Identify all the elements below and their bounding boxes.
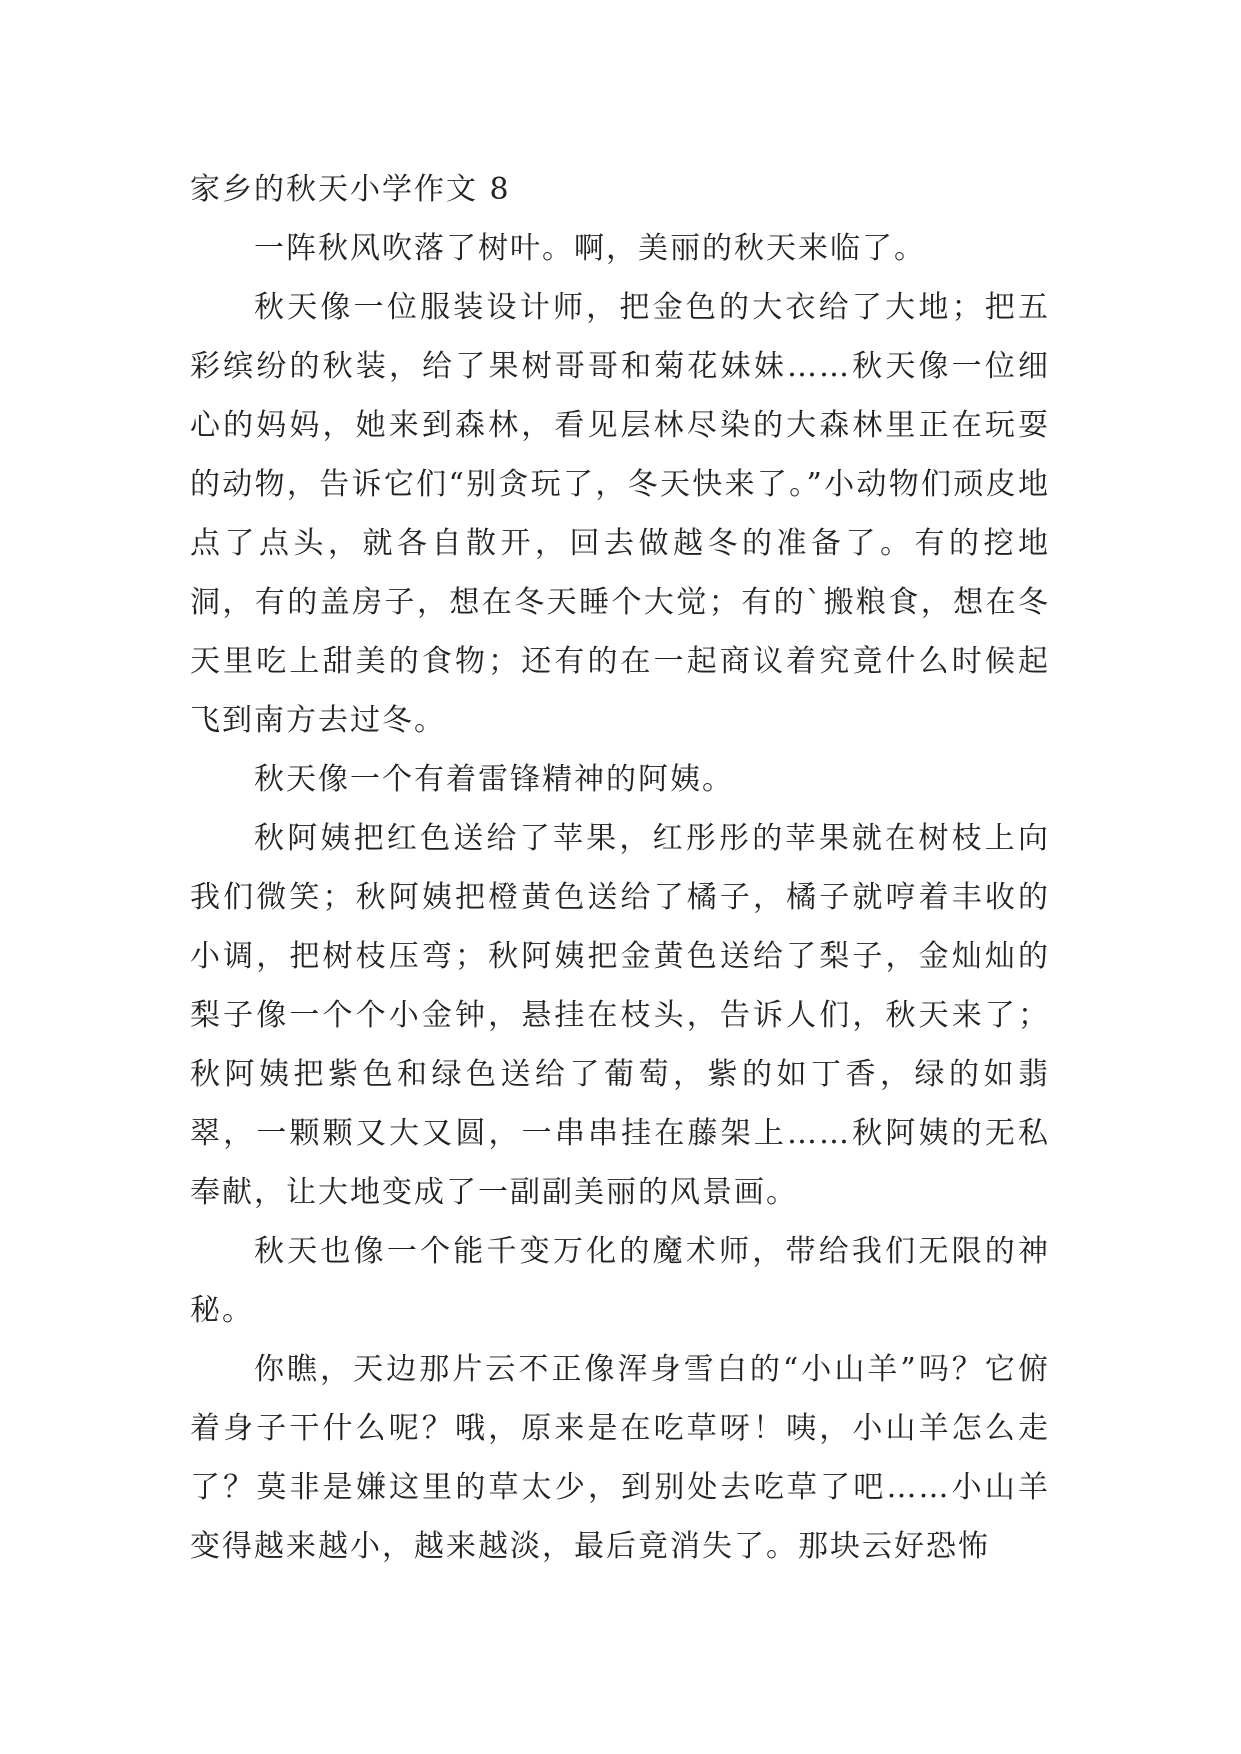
paragraph-2: 秋天像一位服装设计师，把金色的大衣给了大地；把五彩缤纷的秋装，给了果树哥哥和菊花妹妹……秋天像一位细心的妈妈，她来到森林，看见层林尽染的大森林里正在玩耍的动物，告诉它们“别贪玩了，冬天快来了。”小动物们顽皮地点了点头，就各自散开，回去做越冬的准备了。有的挖地洞，有的盖房子，想在冬天睡个大觉；有的`搬粮食，想在冬天里吃上甜美的食物；还有的在一起商议着究竟什么时候起飞到南方去过冬。	[190, 290, 1050, 738]
document-body	[190, 160, 1050, 1576]
paragraph-1: 一阵秋风吹落了树叶。啊，美丽的秋天来临了。	[254, 231, 926, 266]
paragraph-4: 秋阿姨把红色送给了苹果，红彤彤的苹果就在树枝上向我们微笑；秋阿姨把橙黄色送给了橘子，橘子就哼着丰收的小调，把树枝压弯；秋阿姨把金黄色送给了梨子，金灿灿的梨子像一个个小金钟，悬挂在枝头，告诉人们，秋天来了；秋阿姨把紫色和绿色送给了葡萄，紫的如丁香，绿的如翡翠，一颗颗又大又圆，一串串挂在藤架上……秋阿姨的无私奉献，让大地变成了一副副美丽的风景画。	[190, 821, 1050, 1210]
paragraph-5: 秋天也像一个能千变万化的魔术师，带给我们无限的神秘。	[190, 1234, 1050, 1328]
page-title: 家乡的秋天小学作文 8	[190, 172, 511, 207]
paragraph-3: 秋天像一个有着雷锋精神的阿姨。	[254, 762, 734, 797]
paragraph-6: 你瞧，天边那片云不正像浑身雪白的“小山羊”吗？它俯着身子干什么呢？哦，原来是在吃草呀！咦，小山羊怎么走了？莫非是嫌这里的草太少，到别处去吃草了吧……小山羊变得越来越小，越来越淡，最后竟消失了。那块云好恐怖	[190, 1352, 1050, 1564]
